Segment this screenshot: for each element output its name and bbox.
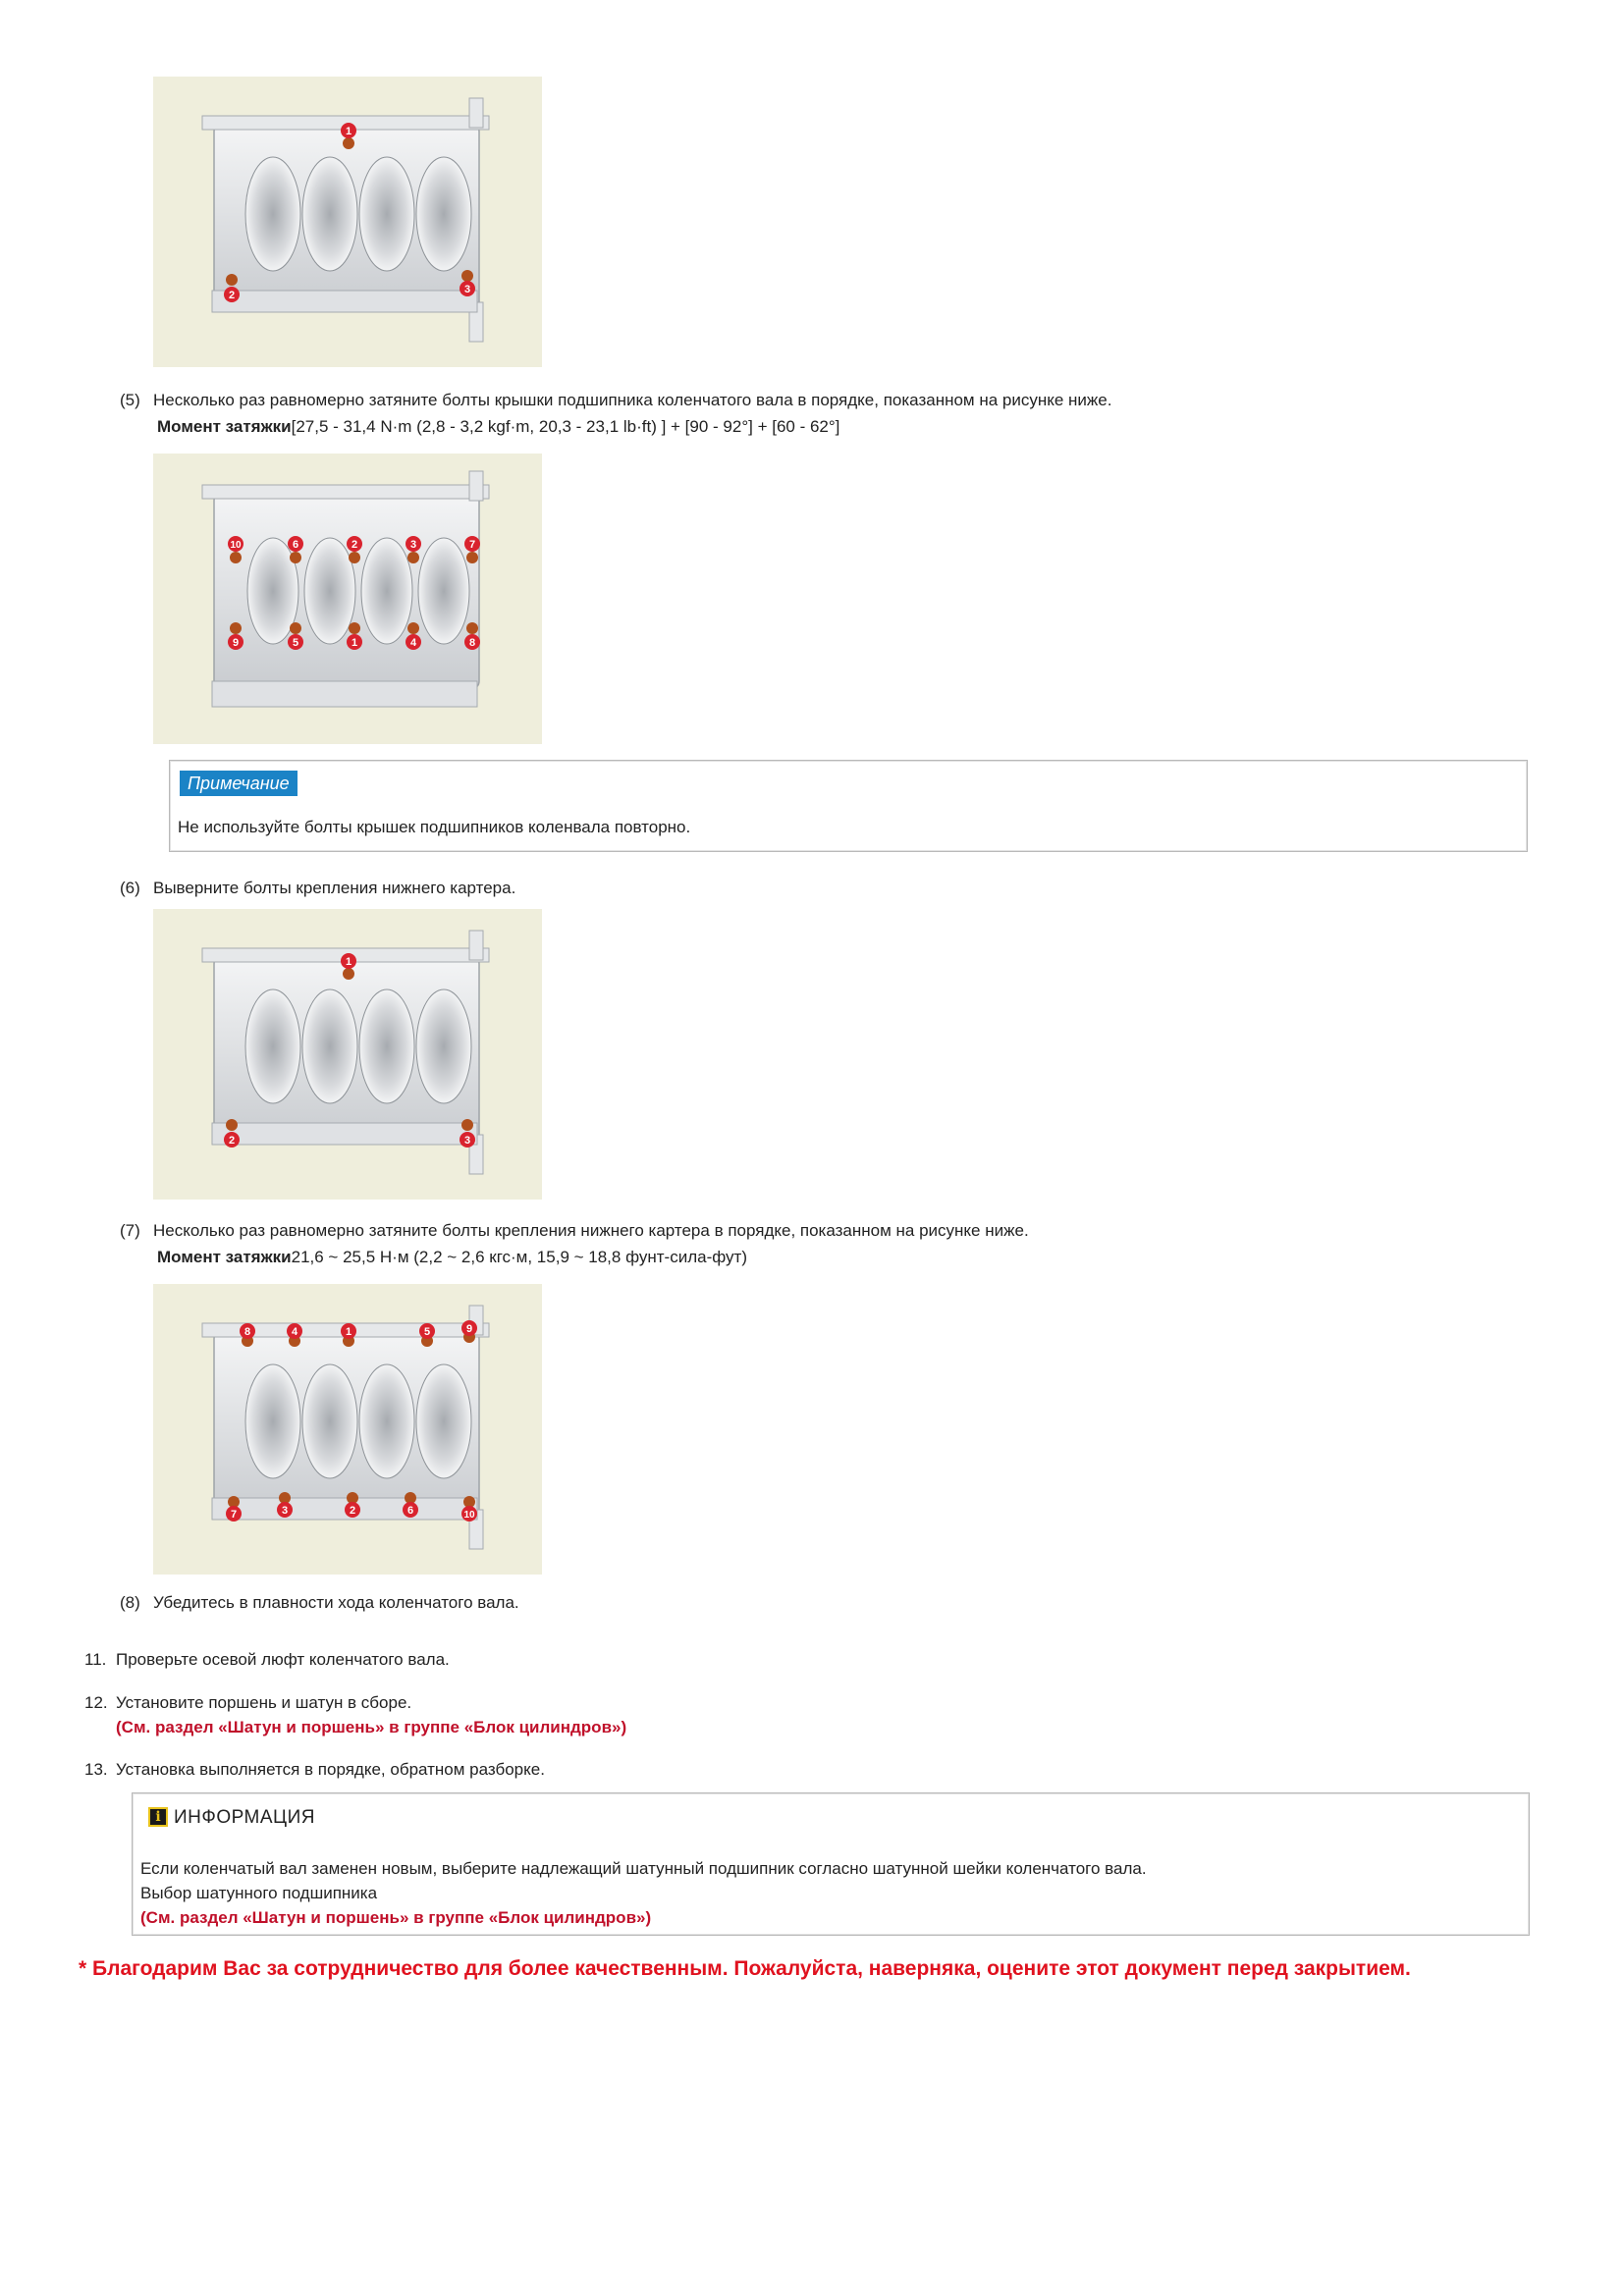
cross-reference-link[interactable]: (См. раздел «Шатун и поршень» в группе «Блок цилиндров») (116, 1718, 627, 1736)
info-line-2: Выбор шатунного подшипника (140, 1884, 378, 1902)
note-badge: Примечание (180, 771, 298, 796)
step-number: (6) (120, 879, 140, 897)
svg-text:2: 2 (349, 1505, 356, 1517)
svg-text:1: 1 (345, 956, 352, 968)
feedback-footer: * Благодарим Вас за сотрудничество для более качественным. Пожалуйста, наверняка, оцените этот документ перед закрытием. (79, 1957, 1411, 1980)
step-6 (120, 878, 515, 899)
svg-text:4: 4 (409, 637, 417, 649)
svg-text:3: 3 (409, 539, 417, 551)
item-number: 12. (84, 1693, 108, 1712)
svg-text:1: 1 (345, 1326, 352, 1338)
engine-block-illustration (153, 1284, 542, 1575)
list-item-11 (84, 1649, 450, 1671)
bolt-marker-1 (341, 953, 356, 980)
note-box (169, 760, 1528, 852)
bolt-marker-10 (461, 1496, 477, 1522)
svg-text:1: 1 (345, 126, 352, 137)
svg-text:2: 2 (228, 290, 236, 301)
info-icon: i (148, 1807, 168, 1827)
step-number: (7) (120, 1221, 140, 1240)
svg-text:3: 3 (281, 1505, 289, 1517)
svg-text:3: 3 (463, 284, 471, 295)
svg-text:6: 6 (406, 1505, 414, 1517)
item-number: 11. (84, 1650, 107, 1669)
svg-text:8: 8 (468, 637, 476, 649)
torque-spec-7 (157, 1247, 747, 1268)
list-item-12 (84, 1692, 411, 1714)
step-text: Выверните болты крепления нижнего картера. (153, 879, 516, 897)
svg-text:3: 3 (463, 1135, 471, 1147)
bolt-marker-1 (341, 123, 356, 149)
svg-text:10: 10 (230, 540, 242, 551)
figure-lower-case-bolts-2 (153, 909, 542, 1200)
step-8 (120, 1592, 519, 1614)
step-text: Несколько раз равномерно затяните болты крепления нижнего картера в порядке, показанном на рисунке ниже. (153, 1221, 1029, 1240)
engine-block (202, 471, 489, 707)
bolt-marker-6 (403, 1492, 418, 1518)
svg-text:1: 1 (351, 637, 358, 649)
bolt-marker-3 (460, 270, 475, 296)
item-text: Установка выполняется в порядке, обратном разборке. (116, 1760, 545, 1779)
svg-text:6: 6 (292, 539, 299, 551)
svg-text:9: 9 (232, 637, 240, 649)
svg-text:2: 2 (351, 539, 358, 551)
figure-lower-case-sequence (153, 1284, 542, 1575)
list-item-13 (84, 1759, 545, 1781)
torque-value: [27,5 - 31,4 N·m (2,8 - 3,2 kgf·m, 20,3 - 23,1 lb·ft) ] + [90 - 92°] + [60 - 62°] (291, 417, 840, 436)
torque-value: 21,6 ~ 25,5 Н·м (2,2 ~ 2,6 кгс·м, 15,9 ~ 18,8 фунт-сила-фут) (291, 1248, 747, 1266)
info-cross-reference-link[interactable]: (См. раздел «Шатун и поршень» в группе «Блок цилиндров») (140, 1908, 652, 1927)
svg-text:10: 10 (463, 1510, 475, 1521)
torque-spec-5 (157, 416, 839, 438)
bolt-marker-3 (277, 1492, 293, 1518)
info-title: ИНФОРМАЦИЯ (174, 1807, 315, 1828)
svg-text:8: 8 (243, 1326, 251, 1338)
svg-text:9: 9 (465, 1323, 473, 1335)
info-box (132, 1792, 1530, 1936)
bolt-marker-2 (345, 1492, 360, 1518)
step-5 (120, 390, 1111, 411)
engine-block-illustration (153, 909, 542, 1200)
svg-text:2: 2 (228, 1135, 236, 1147)
svg-text:7: 7 (468, 539, 476, 551)
step-7 (120, 1220, 1029, 1242)
bolt-marker-7 (226, 1496, 242, 1522)
item-text: Установите поршень и шатун в сборе. (116, 1693, 412, 1712)
figure-bearing-cap-sequence (153, 454, 542, 744)
note-text: Не используйте болты крышек подшипников коленвала повторно. (178, 818, 691, 836)
torque-label: Момент затяжки (157, 417, 292, 436)
torque-label: Момент затяжки (157, 1248, 292, 1266)
svg-text:5: 5 (423, 1326, 431, 1338)
info-line-1: Если коленчатый вал заменен новым, выберите надлежащий шатунный подшипник согласно шатунной шейки коленчатого вала. (140, 1859, 1147, 1878)
svg-text:7: 7 (230, 1509, 238, 1521)
item-number: 13. (84, 1760, 108, 1779)
svg-text:5: 5 (292, 637, 299, 649)
item-text: Проверьте осевой люфт коленчатого вала. (116, 1650, 450, 1669)
step-text: Убедитесь в плавности хода коленчатого вала. (153, 1593, 519, 1612)
step-number: (8) (120, 1593, 140, 1612)
engine-block-illustration (153, 77, 542, 367)
svg-text:4: 4 (291, 1326, 298, 1338)
engine-block-illustration (153, 454, 542, 744)
figure-lower-case-bolts-1 (153, 77, 542, 367)
step-text: Несколько раз равномерно затяните болты крышки подшипника коленчатого вала в порядке, показанном на рисунке ниже. (153, 391, 1112, 409)
step-number: (5) (120, 391, 140, 409)
